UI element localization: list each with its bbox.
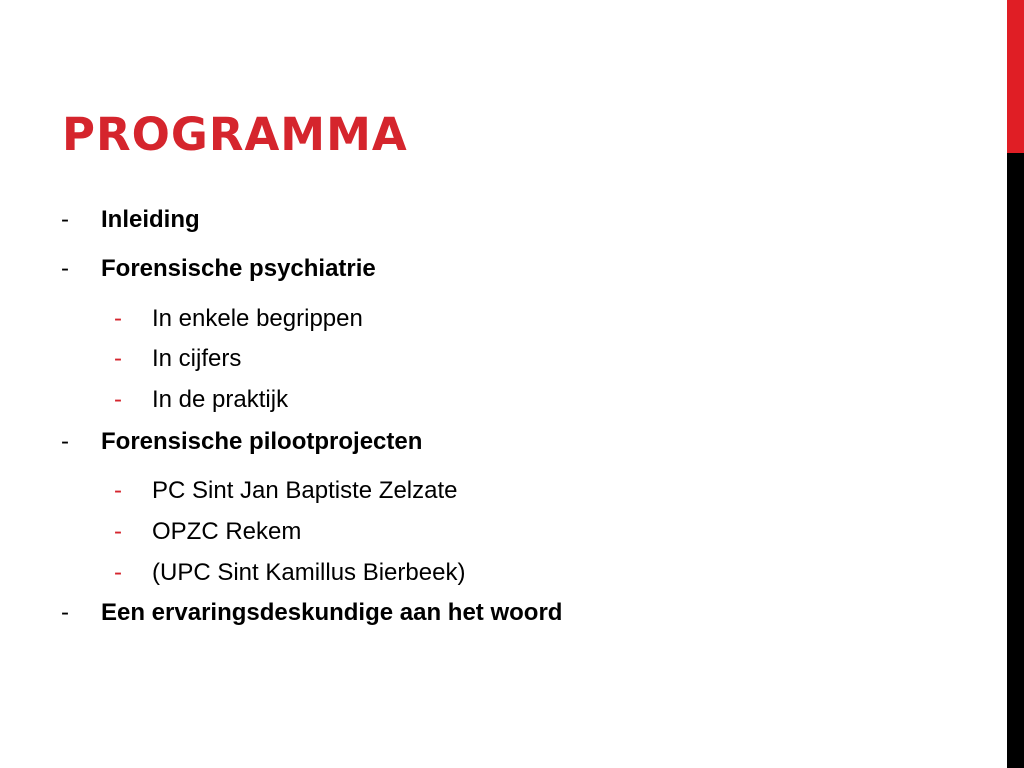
- agenda-subitem-label: OPZC Rekem: [152, 518, 302, 545]
- sub-bullet-dash: -: [114, 559, 122, 586]
- sub-bullet-dash: -: [114, 305, 122, 332]
- bullet-dash: -: [61, 599, 69, 626]
- agenda-item-label: Forensische psychiatrie: [101, 255, 376, 282]
- agenda-subitem-label: PC Sint Jan Baptiste Zelzate: [152, 477, 458, 504]
- sub-bullet-dash: -: [114, 477, 122, 504]
- bullet-dash: -: [61, 255, 69, 282]
- slide-title: PROGRAMMA: [62, 108, 408, 161]
- agenda-item-label: Inleiding: [101, 206, 200, 233]
- bullet-dash: -: [61, 206, 69, 233]
- agenda-subitem-label: In enkele begrippen: [152, 305, 363, 332]
- sub-bullet-dash: -: [114, 345, 122, 372]
- agenda-item-label: Een ervaringsdeskundige aan het woord: [101, 599, 563, 626]
- agenda-item-label: Forensische pilootprojecten: [101, 428, 423, 455]
- sub-bullet-dash: -: [114, 518, 122, 545]
- agenda-subitem-label: In de praktijk: [152, 386, 289, 413]
- side-accent-bar-red: [1007, 0, 1024, 153]
- side-accent-bar-black: [1007, 153, 1024, 768]
- agenda-subitem-label: (UPC Sint Kamillus Bierbeek): [152, 559, 466, 586]
- bullet-dash: -: [61, 428, 69, 455]
- sub-bullet-dash: -: [114, 386, 122, 413]
- agenda-subitem-label: In cijfers: [152, 345, 242, 372]
